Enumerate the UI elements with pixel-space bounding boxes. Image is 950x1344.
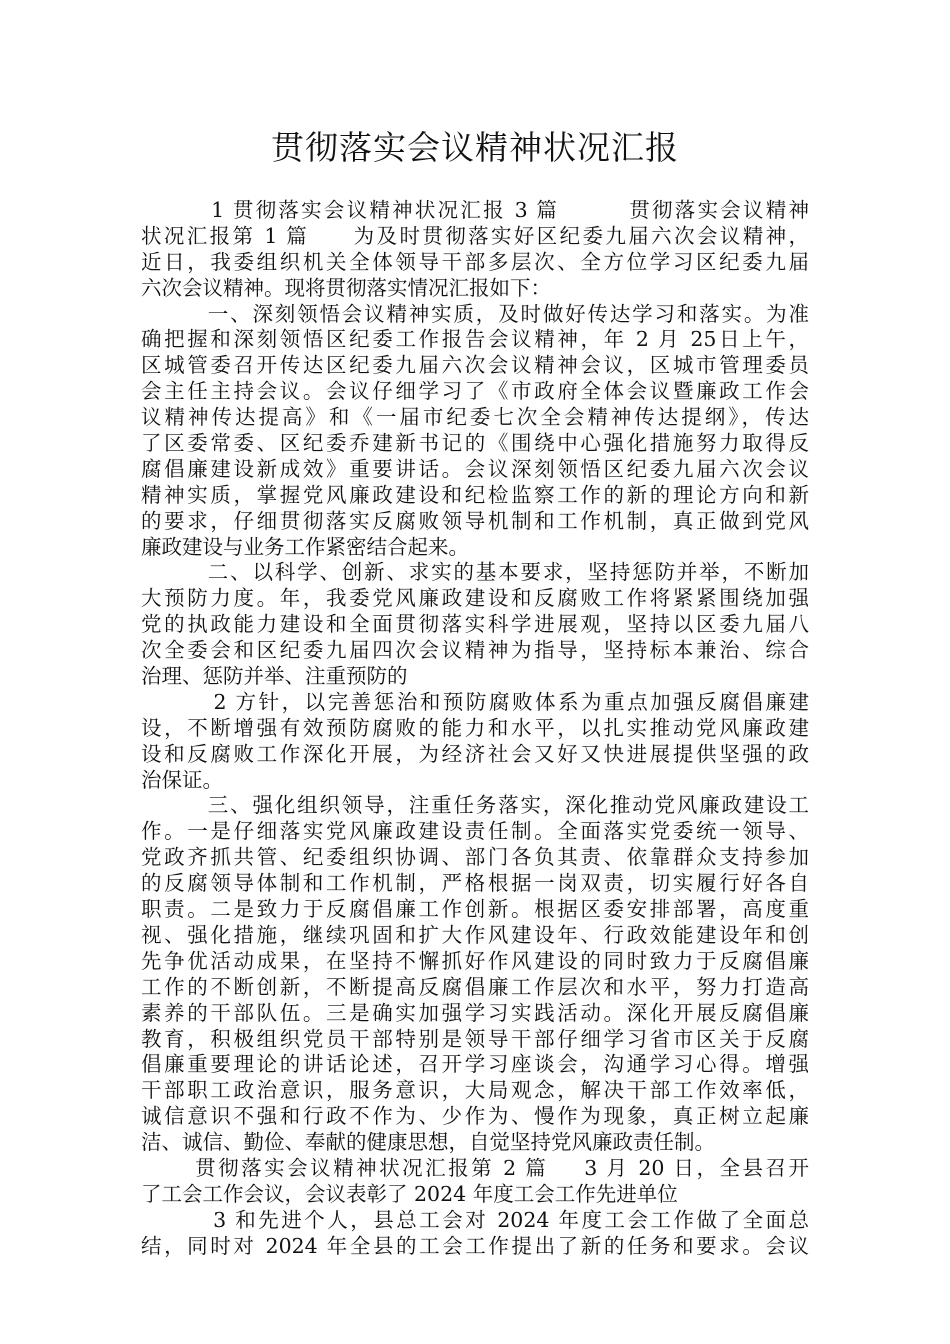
text-line: 治理、惩防并举、注重预防的 bbox=[141, 664, 408, 689]
text-line: 三、强化组织领导，注重任务落实，深化推动党风廉政建设工 bbox=[141, 793, 809, 818]
text-line: 工作的不断创新，不断提高反腐倡廉工作层次和水平，努力打造高 bbox=[141, 974, 809, 999]
text-line: 六次会议精神。现将贯彻落实情况汇报如下： bbox=[141, 275, 551, 300]
text-line: 一、深刻领悟会议精神实质，及时做好传达学习和落实。为准 bbox=[141, 301, 809, 326]
text-line: 3 和先进个人，县总工会对 2024 年度工会工作做了全面总 bbox=[141, 1207, 809, 1232]
text-line: 议精神传达提高》和《一届市纪委七次全会精神传达提纲》，传达 bbox=[141, 405, 809, 430]
text-line: 次全委会和区纪委九届四次会议精神为指导，坚持标本兼治、综合 bbox=[141, 638, 809, 663]
text-line: 大预防力度。年，我委党风廉政建设和反腐败工作将紧紧围绕加强 bbox=[141, 586, 809, 611]
text-line: 诚信意识不强和行政不作为、少作为、慢作为现象，真正树立起廉 bbox=[141, 1104, 809, 1129]
text-line: 倡廉重要理论的讲话论述，召开学习座谈会，沟通学习心得。增强 bbox=[141, 1052, 809, 1077]
text-line: 近日，我委组织机关全体领导干部多层次、全方位学习区纪委九届 bbox=[141, 249, 809, 274]
text-line: 了工会工作会议，会议表彰了 2024 年度工会工作先进单位 bbox=[141, 1181, 678, 1206]
text-line: 教育，积极组织党员干部特别是领导干部仔细学习省市区关于反腐 bbox=[141, 1026, 809, 1051]
text-line: 先争优活动成果，在坚持不懈抓好作风建设的同时致力于反腐倡廉 bbox=[141, 948, 809, 973]
text-line: 设和反腐败工作深化开展，为经济社会又好又快进展提供坚强的政 bbox=[141, 741, 809, 766]
text-line: 结，同时对 2024 年全县的工会工作提出了新的任务和要求。会议 bbox=[141, 1233, 809, 1258]
text-line: 精神实质，掌握党风廉政建设和纪检监察工作的新的理论方向和新 bbox=[141, 482, 809, 507]
text-line: 状况汇报第 1 篇 为及时贯彻落实好区纪委九届六次会议精神， bbox=[141, 223, 809, 248]
text-line: 贯彻落实会议精神状况汇报第 2 篇 3 月 20 日，全县召开 bbox=[141, 1155, 809, 1180]
text-line: 的反腐领导体制和工作机制，严格根据一岗双责，切实履行好各自 bbox=[141, 871, 809, 896]
text-line: 作。一是仔细落实党风廉政建设责任制。全面落实党委统一领导、 bbox=[141, 819, 809, 844]
document-title: 贯彻落实会议精神状况汇报 bbox=[271, 128, 679, 167]
text-line: 干部职工政治意识，服务意识，大局观念，解决干部工作效率低， bbox=[141, 1078, 809, 1103]
text-line: 腐倡廉建设新成效》重要讲话。会议深刻领悟区纪委九届六次会议 bbox=[141, 456, 809, 481]
text-line: 区城管委召开传达区纪委九届六次会议精神会议，区城市管理委员 bbox=[141, 353, 809, 378]
text-line: 党的执政能力建设和全面贯彻落实科学进展观，坚持以区委九届八 bbox=[141, 612, 809, 637]
text-line: 廉政建设与业务工作紧密结合起来。 bbox=[141, 534, 469, 559]
text-line: 洁、诚信、勤俭、奉献的健康思想，自觉坚持党风廉政责任制。 bbox=[141, 1130, 715, 1155]
text-line: 视、强化措施，继续巩固和扩大作风建设年、行政效能建设年和创 bbox=[141, 922, 809, 947]
text-line: 二、以科学、创新、求实的基本要求，坚持惩防并举，不断加 bbox=[141, 560, 809, 585]
text-line: 2 方针，以完善惩治和预防腐败体系为重点加强反腐倡廉建 bbox=[141, 689, 809, 714]
text-line: 治保证。 bbox=[141, 767, 223, 792]
text-line: 会主任主持会议。会议仔细学习了《市政府全体会议暨廉政工作会 bbox=[141, 379, 809, 404]
text-line: 了区委常委、区纪委乔建新书记的《围绕中心强化措施努力取得反 bbox=[141, 431, 809, 456]
text-line: 设，不断增强有效预防腐败的能力和水平，以扎实推动党风廉政建 bbox=[141, 715, 809, 740]
text-line: 确把握和深刻领悟区纪委工作报告会议精神，年 2 月 25日上午， bbox=[141, 327, 809, 352]
text-line: 党政齐抓共管、纪委组织协调、部门各负其责、依靠群众支持参加 bbox=[141, 845, 809, 870]
document-body bbox=[141, 198, 809, 1260]
text-line: 1 贯彻落实会议精神状况汇报 3 篇 贯彻落实会议精神 bbox=[141, 198, 809, 222]
text-line: 素养的干部队伍。三是确实加强学习实践活动。深化开展反腐倡廉 bbox=[141, 1000, 809, 1025]
text-line: 职责。二是致力于反腐倡廉工作创新。根据区委安排部署，高度重 bbox=[141, 897, 809, 922]
text-line: 的要求，仔细贯彻落实反腐败领导机制和工作机制，真正做到党风 bbox=[141, 508, 809, 533]
